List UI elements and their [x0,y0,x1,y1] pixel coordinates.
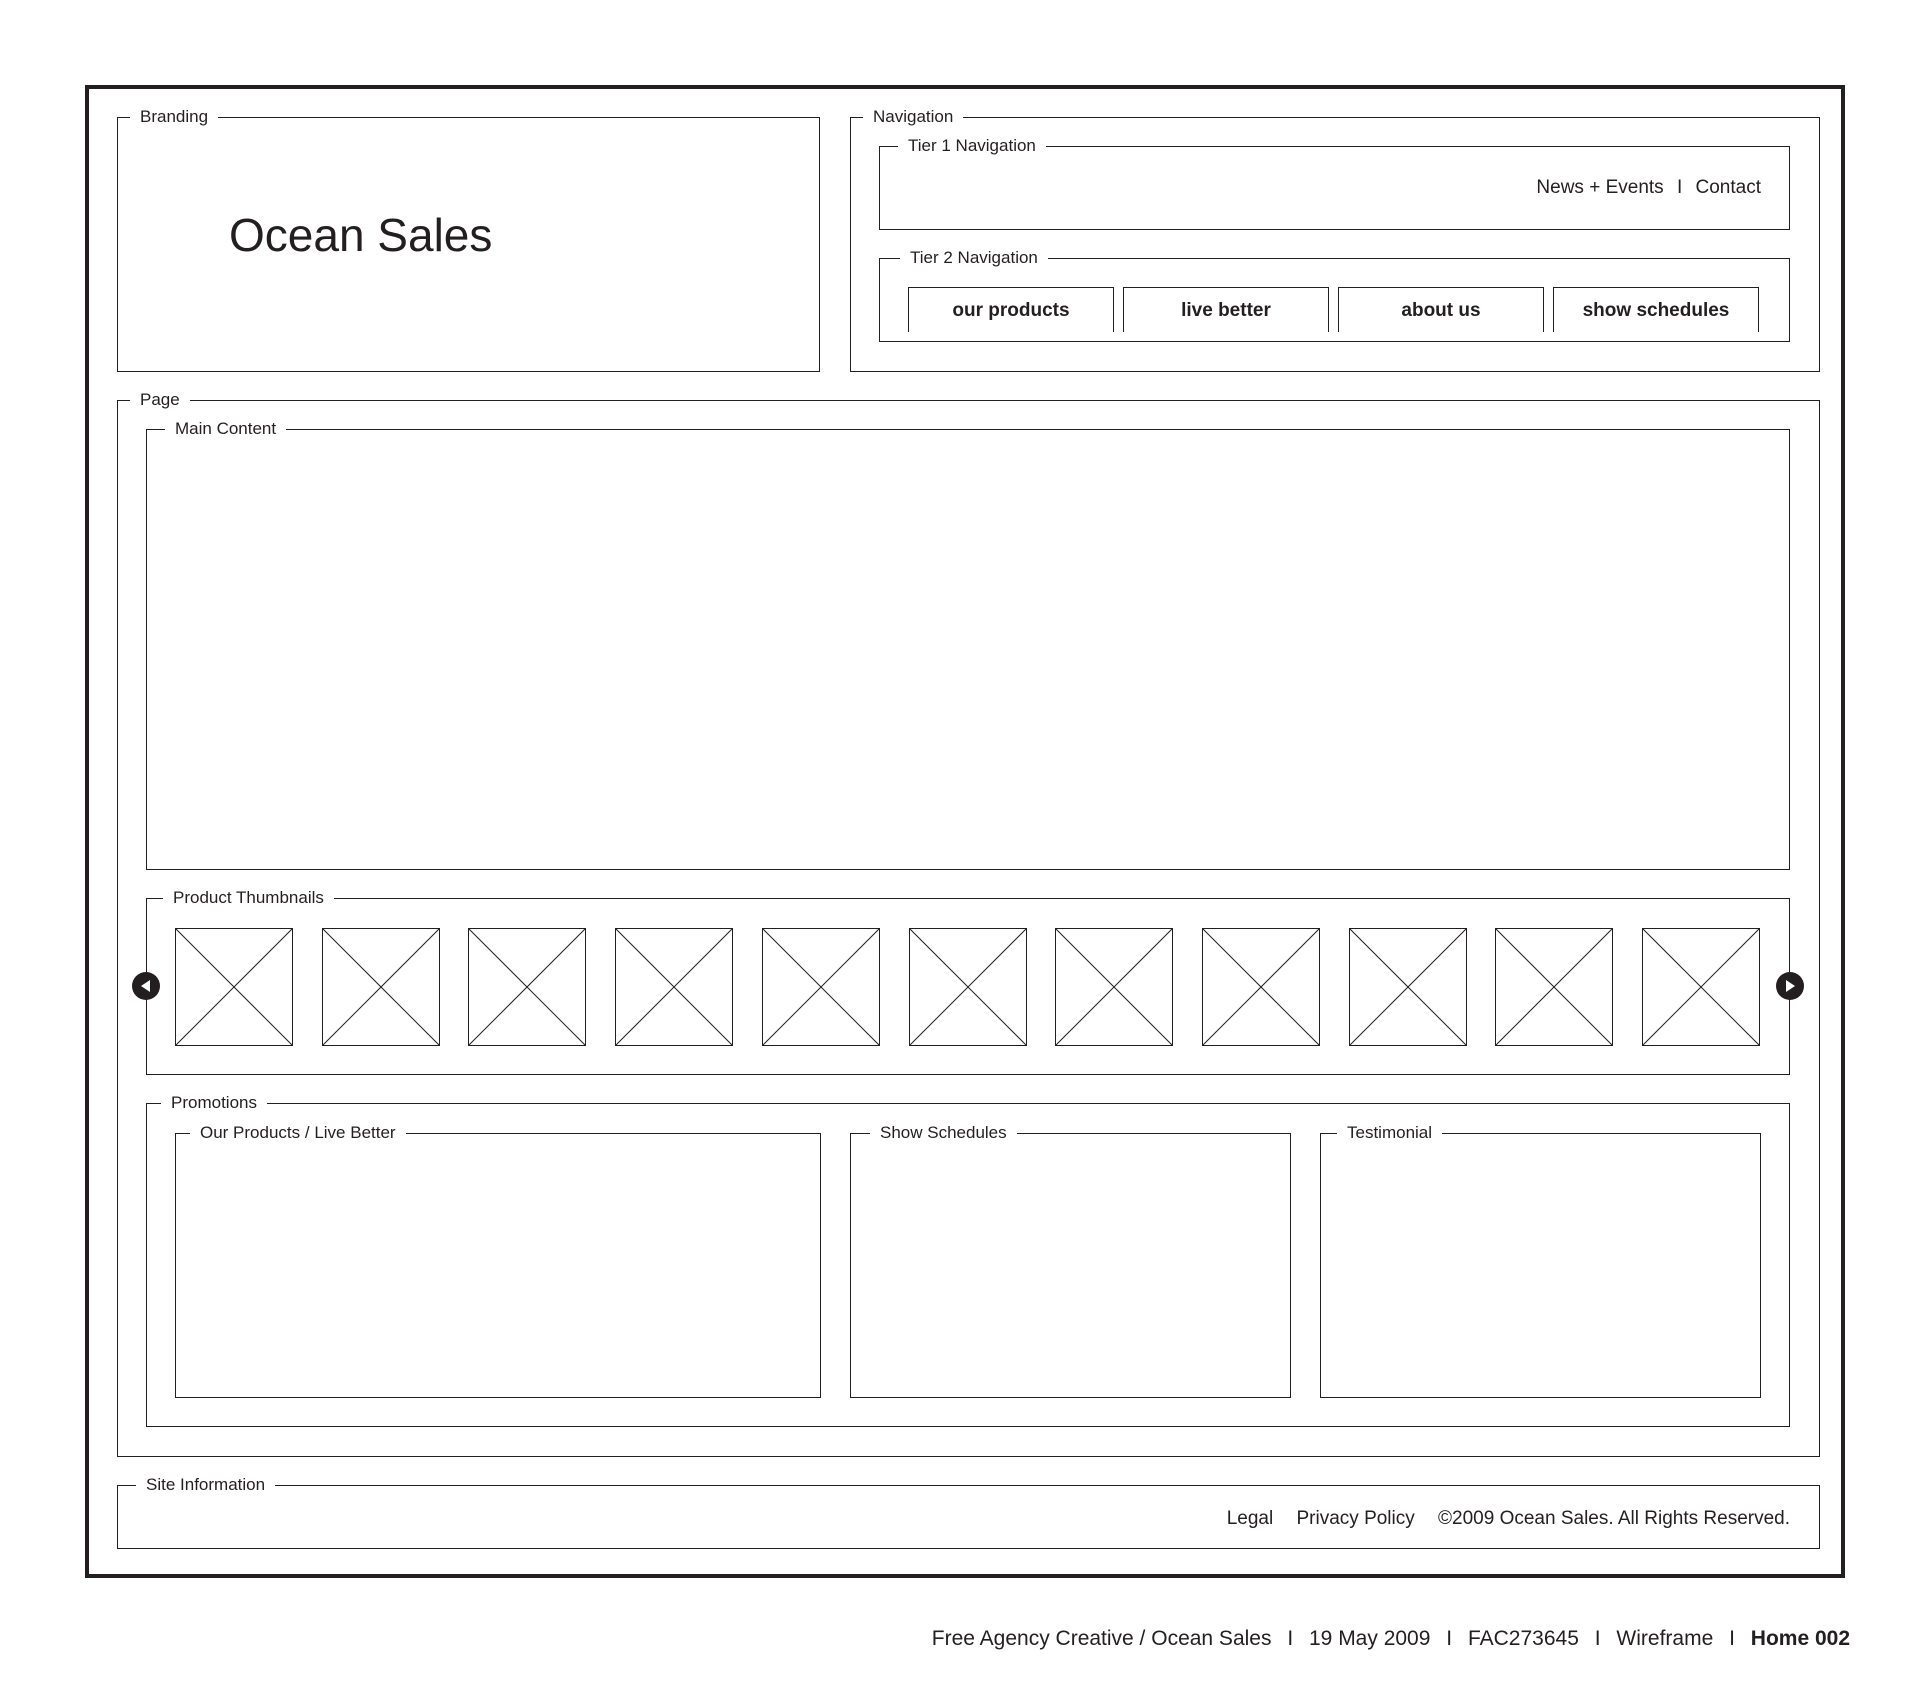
promotions-label: Promotions [161,1092,267,1114]
image-placeholder-icon [763,929,879,1045]
caption-separator: I [1287,1627,1294,1650]
caption-date: 19 May 2009 [1309,1627,1431,1650]
promo-testimonial-label: Testimonial [1337,1122,1442,1144]
product-thumbnail[interactable] [175,928,293,1046]
document-caption [932,1627,1850,1651]
nav-link-contact[interactable]: Contact [1695,177,1761,198]
caption-separator: I [1594,1627,1601,1650]
tab-show-schedules[interactable]: show schedules [1553,287,1759,332]
tier2-navigation [879,248,1790,342]
promo-testimonial[interactable] [1320,1123,1761,1398]
main-content-label: Main Content [165,418,286,440]
tier1-navigation-label: Tier 1 Navigation [898,135,1046,157]
image-placeholder-icon [323,929,439,1045]
arrow-right-icon[interactable] [1776,972,1804,1000]
product-thumbnail[interactable] [1055,928,1173,1046]
product-thumbnail[interactable] [1642,928,1760,1046]
image-placeholder-icon [1056,929,1172,1045]
page-label: Page [130,389,190,411]
promo-show-schedules-label: Show Schedules [870,1122,1017,1144]
caption-agency: Free Agency Creative / Ocean Sales [931,1627,1272,1650]
product-thumbnail[interactable] [615,928,733,1046]
image-placeholder-icon [176,929,292,1045]
nav-link-news-events[interactable]: News + Events [1536,177,1664,198]
footer-link-legal[interactable]: Legal [1226,1508,1274,1529]
tier2-navigation-label: Tier 2 Navigation [900,247,1048,269]
tab-about-us[interactable]: about us [1338,287,1544,332]
product-thumbnail[interactable] [1495,928,1613,1046]
image-placeholder-icon [1203,929,1319,1045]
product-thumbnail[interactable] [1349,928,1467,1046]
caption-code: FAC273645 [1467,1627,1579,1650]
footer-copyright: ©2009 Ocean Sales. All Rights Reserved. [1438,1508,1790,1529]
product-thumbnails-region [146,888,1790,1075]
product-thumbnail[interactable] [468,928,586,1046]
image-placeholder-icon [910,929,1026,1045]
caption-separator: I [1729,1627,1735,1650]
product-thumbnail[interactable] [322,928,440,1046]
image-placeholder-icon [1350,929,1466,1045]
branding-label: Branding [130,106,218,128]
footer-link-privacy-policy[interactable]: Privacy Policy [1296,1508,1415,1529]
site-logo-title[interactable]: Ocean Sales [229,209,493,261]
image-placeholder-icon [1643,929,1759,1045]
image-placeholder-icon [1496,929,1612,1045]
product-thumbnail[interactable] [909,928,1027,1046]
site-information-region [117,1475,1820,1549]
promo-our-products-label: Our Products / Live Better [190,1122,406,1144]
promo-show-schedules[interactable] [850,1123,1291,1398]
nav-separator: I [1676,177,1683,198]
image-placeholder-icon [616,929,732,1045]
caption-page: Home 002 [1750,1627,1850,1650]
promo-our-products-live-better[interactable] [175,1123,821,1398]
image-placeholder-icon [469,929,585,1045]
tab-our-products[interactable]: our products [908,287,1114,332]
product-thumbnail[interactable] [762,928,880,1046]
arrow-left-icon[interactable] [132,972,160,1000]
navigation-label: Navigation [863,106,963,128]
site-information-label: Site Information [136,1474,275,1496]
caption-separator: I [1446,1627,1453,1650]
main-content-region [146,419,1790,870]
product-thumbnails-label: Product Thumbnails [163,887,334,909]
product-thumbnail[interactable] [1202,928,1320,1046]
tab-live-better[interactable]: live better [1123,287,1329,332]
footer-links [1227,1508,1790,1530]
caption-type: Wireframe [1616,1627,1714,1650]
tier1-links [1536,177,1761,199]
tier1-navigation [879,136,1790,230]
branding-region [117,107,820,372]
